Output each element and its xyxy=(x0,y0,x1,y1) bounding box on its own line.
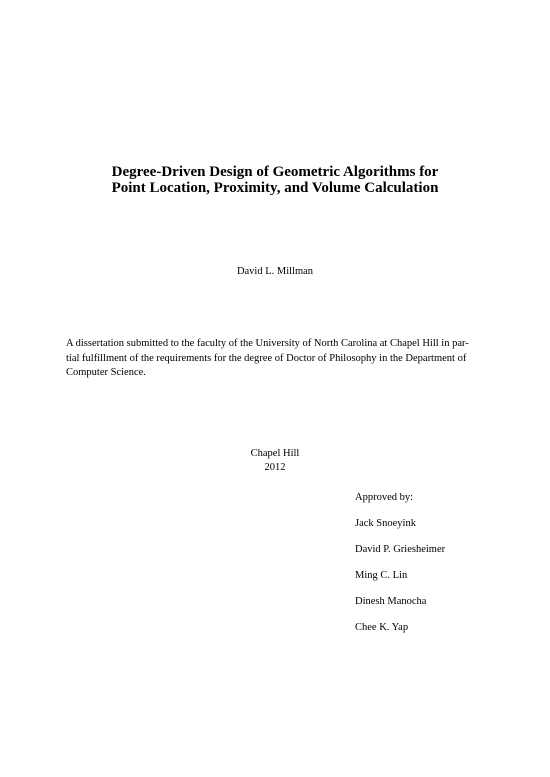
statement-line-3: Computer Science. xyxy=(66,367,146,378)
title-line-2: Point Location, Proximity, and Volume Calculation xyxy=(111,180,439,196)
approved-by-label: Approved by: xyxy=(355,492,414,503)
place-and-year xyxy=(60,447,490,474)
dissertation-title xyxy=(60,164,490,196)
title-line-1: Degree-Driven Design of Geometric Algorithms for xyxy=(111,164,439,180)
committee-member: Chee K. Yap xyxy=(355,622,409,633)
place: Chapel Hill xyxy=(250,448,300,459)
committee-member: Dinesh Manocha xyxy=(355,596,427,607)
statement-line-2: tial fulfillment of the requirements for the degree of Doctor of Philosophy in the Department of xyxy=(66,352,467,364)
committee-member: Jack Snoeyink xyxy=(355,518,416,529)
statement-line-1: A dissertation submitted to the faculty of the University of North Carolina at Chapel Hill in par- xyxy=(66,338,469,349)
author-name: David L. Millman xyxy=(236,266,314,277)
submission-statement xyxy=(66,337,486,381)
year: 2012 xyxy=(264,461,286,473)
approval-block xyxy=(355,491,525,647)
committee-member: David P. Griesheimer xyxy=(355,544,446,555)
committee-member: Ming C. Lin xyxy=(355,570,408,581)
